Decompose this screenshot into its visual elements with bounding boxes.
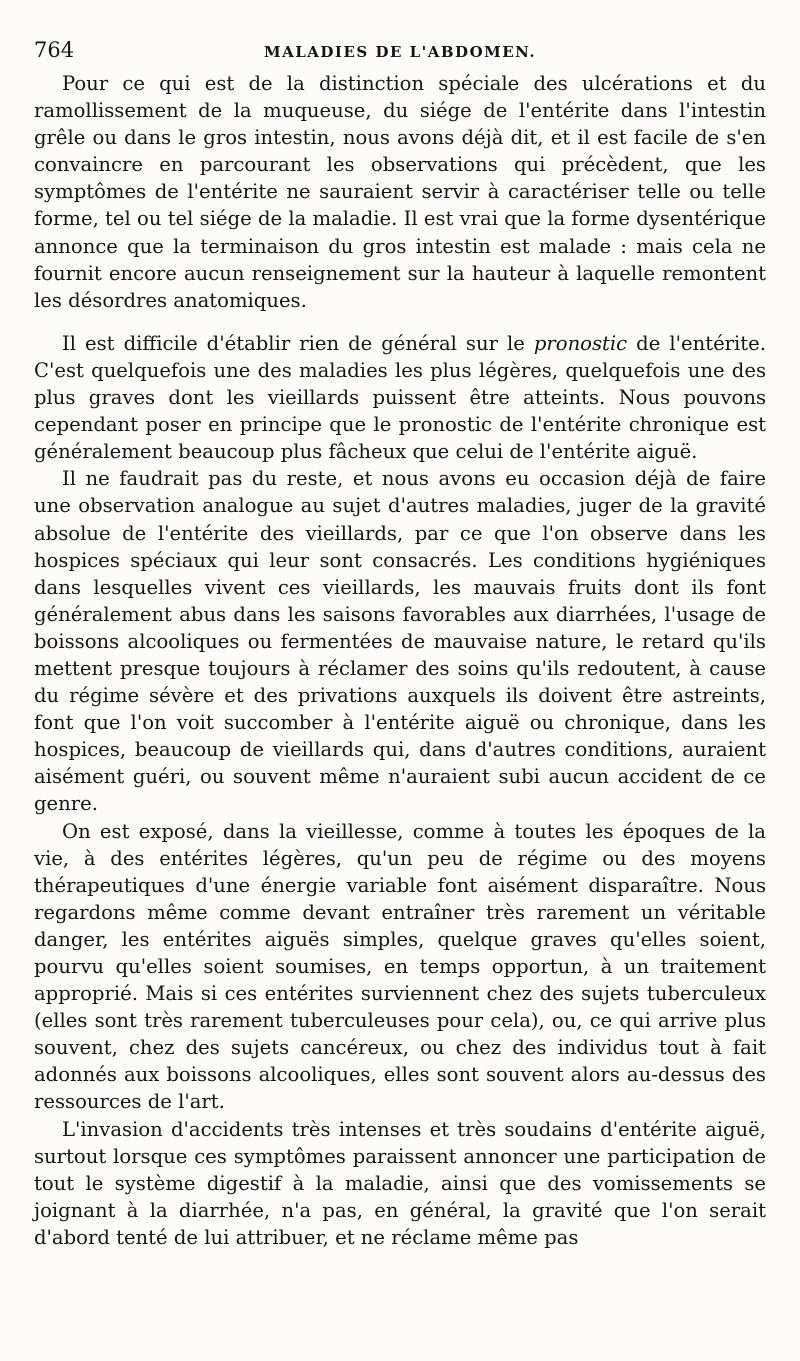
paragraph-distinction: Pour ce qui est de la distinction spéciale des ulcérations et du ramollissement de la muqueuse, du siége de l'entérite dans l'intestin grêle ou dans le gros intestin, nous avons déjà dit, et il est facile de s'en convaincre en parcourant les observations qui précèdent, que les symptômes de l'entérite ne sauraient servir à caractériser telle ou telle forme, tel ou tel siége de la maladie. Il est vrai que la forme dysentérique annonce que la terminaison du gros intestin est malade : mais cela ne fournit encore aucun renseignement sur la hauteur à laquelle remontent les désordres anatomiques. [34,72,766,312]
running-head: MALADIES DE L'ABDOMEN. [264,43,537,61]
paragraph-hospices: Il ne faudrait pas du reste, et nous avons eu occasion déjà de faire une observation analogue au sujet d'autres maladies, juger de la gravité absolue de l'entérite des vieillards, par ce que l'on observe dans les hospices spéciaux qui leur sont consacrés. Les conditions hygiéniques dans lesquelles vivent ces vieillards, les mauvais fruits dont ils font généralement abus dans les saisons favorables aux diarrhées, l'usage de boissons alcooliques ou fermentées de mauvaise nature, le retard qu'ils mettent presque toujours à réclamer des soins qu'ils redoutent, à cause du régime sévère et des privations auxquels ils doivent être astreints, font que l'on voit succomber à l'entérite aiguë ou chronique, dans les hospices, beaucoup de vieillards qui, dans d'autres conditions, auraient aisément guéri, ou souvent même n'auraient subi aucun accident de ce genre. [34,467,766,816]
paragraph-vieillesse: On est exposé, dans la vieillesse, comme à toutes les époques de la vie, à des entérites légères, qu'un peu de régime ou des moyens thérapeutiques d'une énergie variable font aisément disparaître. Nous regardons même comme devant entraîner très rarement un véritable danger, les entérites aiguës simples, quelque graves qu'elles soient, pourvu qu'elles soient soumises, en temps opportun, à un traitement approprié. Mais si ces entérites surviennent chez des sujets tuberculeux (elles sont très rarement tuberculeuses pour cela), ou, ce qui arrive plus souvent, chez des sujets cancéreux, ou chez des individus tout à fait adonnés aux boissons alcooliques, elles sont souvent alors au-dessus des ressources de l'art. [34,819,766,1114]
pronostic-italic-term: pronostic [533,331,628,355]
pronostic-text-start: Il est difficile d'établir rien de général sur le [62,331,534,355]
section-gap [34,314,766,330]
pronostic-text-end: de l'entérite. C'est quelquefois une des maladies les plus légères, quelquefois une des plus graves dont les vieillards puissent être atteints. Nous pouvons cependant poser en principe que le pronostic de l'entérite chronique est généralement beaucoup plus fâcheux que celui de l'entérite aiguë. [34,331,766,464]
paragraph-pronostic [34,330,766,465]
page-number: 764 [34,38,75,62]
paragraph-invasion: L'invasion d'accidents très intenses et très soudains d'entérite aiguë, surtout lorsque ces symptômes paraissent annoncer une participation de tout le système digestif à la maladie, ainsi que des vomissements se joignant à la diarrhée, n'a pas, en général, la gravité que l'on serait d'abord tenté de lui attribuer, et ne réclame même pas [34,1117,766,1249]
page-header [34,38,766,64]
